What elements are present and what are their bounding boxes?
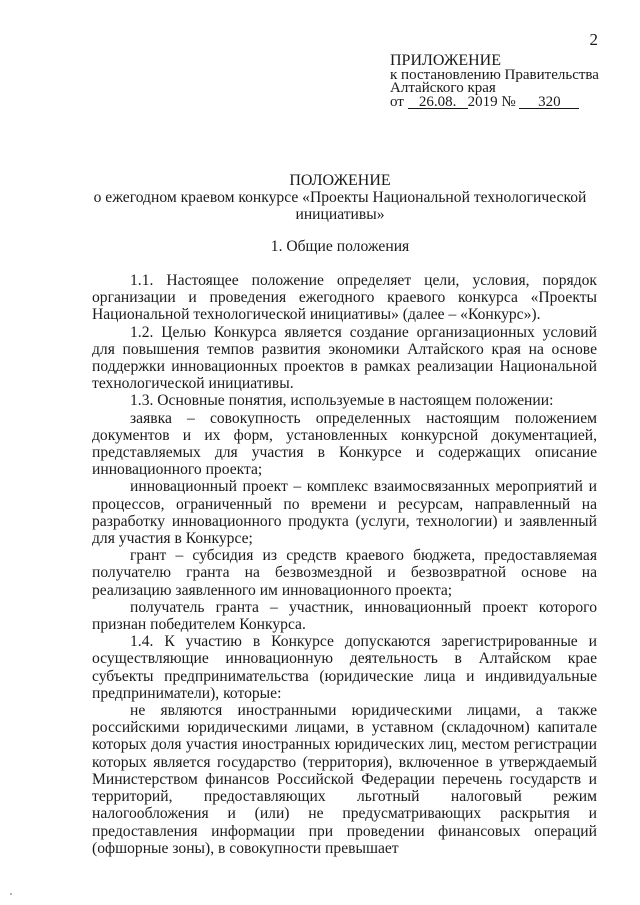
scan-speck <box>10 893 12 895</box>
appendix-line-2: Алтайского края <box>390 80 496 96</box>
decree-number: 320 <box>519 96 579 109</box>
paragraph-condition: не являются иностранными юридическими лицами, а также российскими юридическими лицами, в уставном (складочном) капитале которых доля участия иностранных юридических лиц, местом регистрации которых является государство (территория), включенное в утверждаемый Министерством финансов Российской Федерации перечень государств и территорий, предоставляющих льготный налоговый режим налогообложения и (или) не предусматривающих раскрытия и предоставления информации при проведении финансовых операций (офшорные зоны), в совокупности превышает <box>92 702 597 857</box>
paragraph-1-2: 1.2. Целью Конкурса является создание организационных условий для повышения темпов развития экономики Алтайского края на основе поддержки инновационных проектов в рамках реализации Национальной технологической инициативы. <box>92 323 597 393</box>
appendix-block <box>390 54 620 109</box>
section-title: 1. Общие положения <box>270 238 410 255</box>
decree-date: 26.08. <box>408 96 468 109</box>
paragraph-1-4: 1.4. К участию в Конкурсе допускаются зарегистрированные и осуществляющие инновационную деятельность в Алтайском крае субъекты предпринимательства (юридические лица и индивидуальные предприниматели), которые: <box>92 633 597 702</box>
appendix-line-1: к постановлению Правительства <box>390 66 599 83</box>
paragraph-1-3: 1.3. Основные понятия, используемые в настоящем положении: <box>130 392 554 410</box>
document-heading <box>60 172 620 223</box>
date-prefix: от <box>390 93 404 110</box>
definition-recipient: получатель гранта – участник, инновационный проект которого признан победителем Конкурса. <box>92 598 597 634</box>
definition-project: инновационный проект – комплекс взаимосвязанных мероприятий и процессов, ограниченный по времени и ресурсам, направленный на разработку инновационного продукта (услуги, технологии) и заявленный для участия в Конкурсе; <box>92 478 597 548</box>
appendix-date-line <box>390 93 620 110</box>
definition-application: заявка – совокупность определенных настоящим положением документов и их форм, установленных конкурсной документацией, представляемых для участия в Конкурсе и содержащих описание инновационного проекта; <box>92 409 597 479</box>
document-subtitle: о ежегодном краевом конкурсе «Проекты Национальной технологической инициативы» <box>93 189 587 223</box>
document-body <box>92 272 597 857</box>
paragraph-1-1: 1.1. Настоящее положение определяет цели, условия, порядок организации и проведения ежегодного краевого конкурса «Проекты Национальной технологической инициативы» (далее – «Конкурс»). <box>92 272 597 324</box>
document-title: ПОЛОЖЕНИЕ <box>289 172 391 189</box>
definition-grant: грант – субсидия из средств краевого бюджета, предоставляемая получателю гранта на безвозмездной и безвозвратной основе на реализацию заявленного им инновационного проекта; <box>92 547 597 599</box>
decree-year: 2019 № <box>467 93 516 110</box>
appendix-title: ПРИЛОЖЕНИЕ <box>390 52 502 69</box>
page-number: 2 <box>589 30 598 49</box>
